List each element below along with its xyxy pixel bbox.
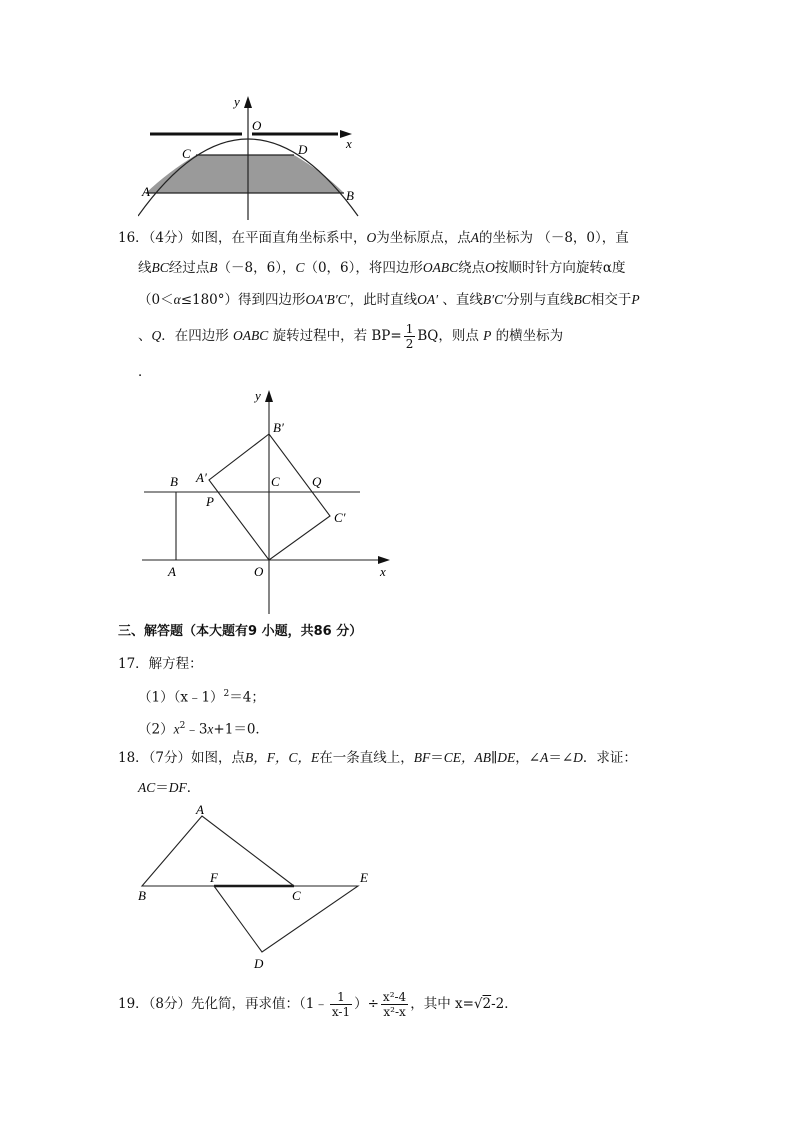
- triangle-def: [214, 886, 358, 952]
- label-a: A: [168, 564, 176, 579]
- q16-line1: 16．（4分）如图，在平面直角坐标系中，O为坐标原点，点A的坐标为 （－8，0），直: [118, 230, 629, 246]
- y-axis-arrow: [265, 390, 273, 402]
- label-y: y: [234, 94, 240, 109]
- label-y: y: [255, 388, 261, 403]
- label-b: B: [138, 888, 146, 903]
- fraction-x2-minus-4: $\frac{\text{x²-4}}{\text{x²-x}}$: [382, 990, 407, 1019]
- triangle-abc: [142, 816, 294, 886]
- section-3-heading: 三、解答题（本大题有9 小题，共86 分）: [118, 624, 363, 639]
- shaded-region: [146, 155, 344, 193]
- q17-part2: $(2)x^2﹣3x+1=0$．: [138, 721, 269, 738]
- q17-title: 17．解方程：: [118, 656, 203, 672]
- q17-part1: （1）（x﹣1）$^2$＝4；: [138, 689, 265, 706]
- q16-line2: 线BC经过点B（－8，6），C（0，6），将四边形OABC绕点O按顺时针方向旋转α度: [138, 260, 626, 276]
- label-c: C: [292, 888, 301, 903]
- q18-line2: AC＝DF．: [138, 780, 201, 796]
- x-axis-arrow: [378, 556, 390, 564]
- label-b: B: [170, 474, 178, 489]
- q16-line4: 、Q．在四边形 OABC 旋转过程中，若 BP= $\frac{1}{2}$ BQ，则点 P 的横坐标为: [138, 322, 564, 351]
- q18-line1: 18．（7分）如图，点B，F，C，E在一条直线上，BF＝CE，AB∥DE，∠A＝∠D．求证：: [118, 750, 637, 766]
- label-a: A: [142, 184, 150, 199]
- fraction-one-half: $\frac{1}{2}$: [405, 322, 414, 351]
- label-q: Q: [312, 474, 322, 489]
- y-axis-arrow: [244, 96, 252, 108]
- label-c: C: [271, 474, 280, 489]
- label-o: O: [254, 564, 264, 579]
- label-c-prime: C′: [334, 510, 346, 525]
- label-x: x: [380, 564, 386, 579]
- parabola-figure: [138, 92, 360, 222]
- triangles-figure: [134, 800, 374, 972]
- label-b-prime: B′: [273, 420, 284, 435]
- q16-line5: ．: [138, 364, 152, 380]
- label-x: x: [346, 136, 352, 151]
- label-b: B: [346, 188, 354, 203]
- fraction-1-over-x-minus-1: $\frac{1}{x-1}$: [331, 990, 351, 1019]
- label-e: E: [360, 870, 368, 885]
- label-c: C: [182, 146, 191, 161]
- rotation-figure: [138, 386, 392, 616]
- q19-line: 19．（8分）先化简，再求值：（1﹣ $\frac{1}{x-1}$ ）÷ $\frac{\text{x²-4}}{\text{x²-x}}$ ，其中 x=√2-2．: [118, 990, 518, 1019]
- label-a: A: [196, 802, 204, 817]
- label-d: D: [298, 142, 308, 157]
- q16-line3: （0＜α≤180°）得到四边形OA′B′C′，此时直线OA′ 、直线B′C′分别与直线BC相交于P: [138, 292, 640, 308]
- label-p: P: [206, 494, 214, 509]
- label-d: D: [254, 956, 264, 971]
- sqrt-symbol: √2: [473, 996, 492, 1012]
- label-f: F: [210, 870, 218, 885]
- label-a-prime: A′: [196, 470, 207, 485]
- label-o: O: [252, 118, 262, 133]
